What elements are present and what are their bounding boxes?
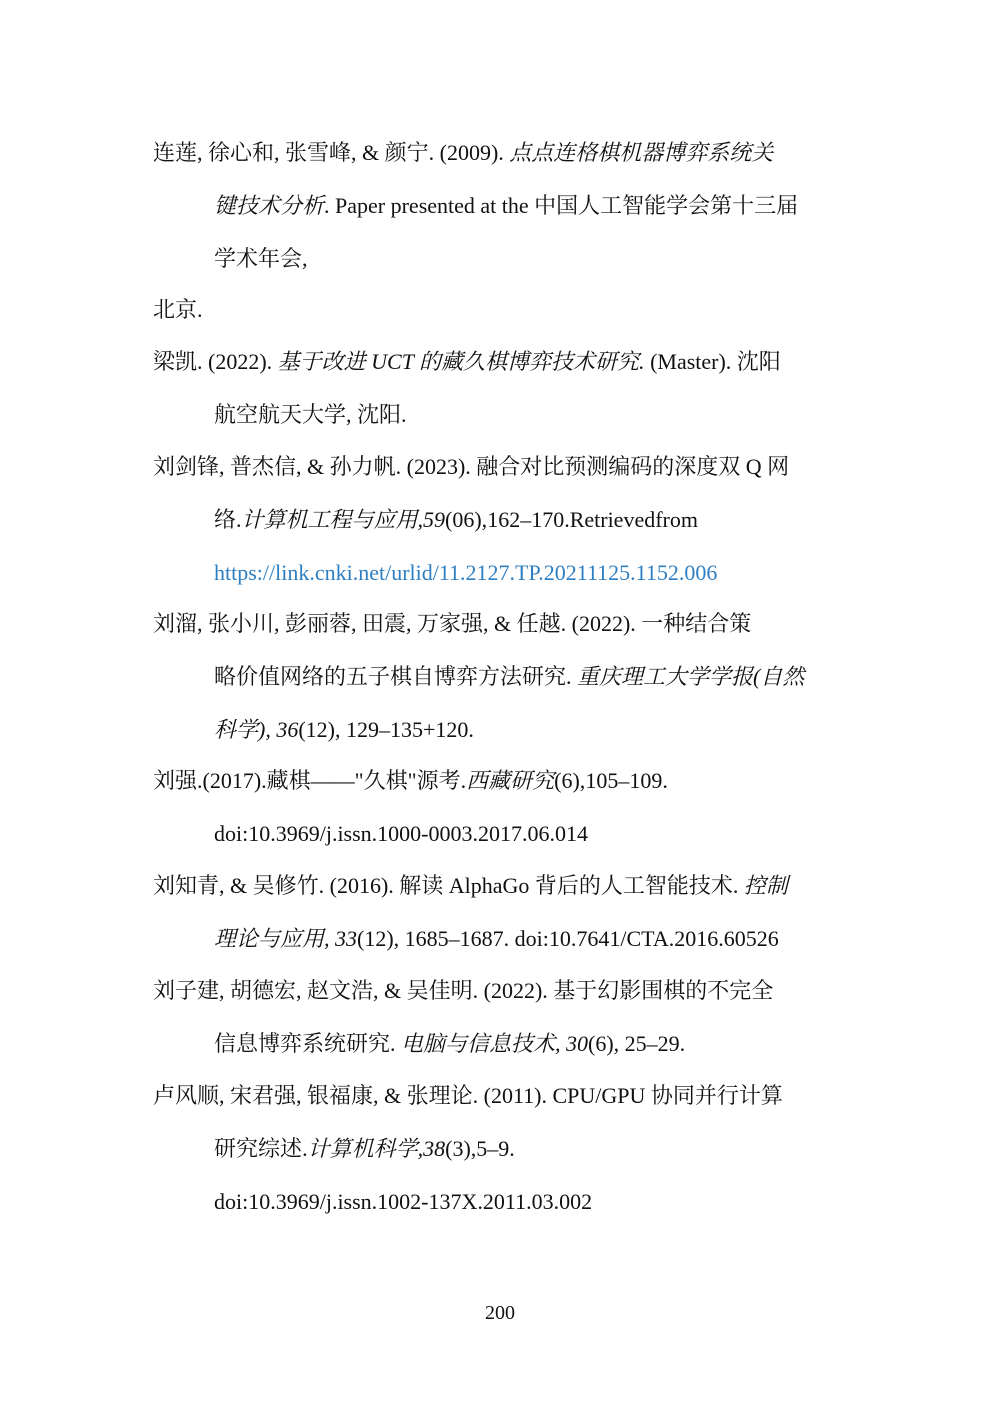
reference-text: –: [487, 1136, 499, 1161]
reference-text: 航空航天大学, 沈阳.: [214, 402, 407, 427]
reference-line: [153, 650, 850, 703]
reference-text: (06),: [445, 507, 488, 532]
reference-line: [153, 179, 850, 232]
reference-entry: [153, 597, 850, 756]
reference-line: [153, 1017, 850, 1070]
reference-text: 综: [258, 1136, 281, 1161]
reference-text: 卢风顺, 宋君强, 银福康, & 张理论. (2011). CPU/GPU 协同并行计算: [153, 1083, 783, 1108]
reference-entry: [153, 1069, 850, 1228]
reference-text: 刘剑锋, 普杰信, & 孙力帆. (2023). 融合对比预测编码的深度双 Q 网: [153, 454, 790, 479]
reference-text: doi:10.3969/j.issn.1002-137X.2011.03.002: [214, 1189, 593, 1214]
reference-text: 连莲, 徐心和, 张雪峰, & 颜宁. (2009).: [153, 140, 510, 165]
reference-entry: [153, 283, 850, 336]
reference-line: [153, 1175, 850, 1228]
reference-url-link[interactable]: https://link.cnki.net/urlid/11.2127.TP.20211125.1152.006: [214, 560, 718, 585]
reference-italic-text: 电脑与信息技术, 30: [401, 1031, 589, 1056]
reference-text: 5: [476, 1136, 488, 1161]
reference-text: 刘子建, 胡德宏, 赵文浩, & 吴佳明. (2022). 基于幻影围棋的不完全: [153, 978, 774, 1003]
reference-text: 105–109.: [585, 768, 668, 793]
reference-line: [153, 754, 850, 807]
reference-entry: [153, 754, 850, 860]
reference-italic-text: 西藏研究: [466, 768, 555, 793]
reference-text: 刘知青, & 吴修竹. (2016). 解读 AlphaGo 背后的人工智能技术.: [153, 873, 744, 898]
reference-entry: [153, 440, 850, 599]
reference-text: (12), 1685–1687. doi:10.7641/CTA.2016.60526: [357, 926, 779, 951]
reference-line: [153, 597, 850, 650]
reference-italic-text: 59: [423, 507, 446, 532]
reference-text: from: [655, 507, 698, 532]
reference-entry: [153, 964, 850, 1070]
reference-text: .: [302, 1136, 308, 1161]
reference-text: (6), 25–29.: [588, 1031, 686, 1056]
reference-text: (12), 129–135+120.: [298, 717, 474, 742]
reference-text: doi:10.3969/j.issn.1000-0003.2017.06.014: [214, 821, 589, 846]
reference-text: 刘强.: [153, 768, 203, 793]
reference-text: 刘溜, 张小川, 彭丽蓉, 田震, 万家强, & 任越. (2022). 一种结合策: [153, 611, 752, 636]
reference-italic-text: 重庆理工大学学报(自然: [577, 664, 805, 689]
reference-italic-text: 科学), 36: [214, 717, 299, 742]
reference-text: (3),: [445, 1136, 477, 1161]
reference-entry: [153, 126, 850, 285]
reference-line: [153, 232, 850, 285]
reference-italic-text: 计算机工程与应用,: [241, 507, 424, 532]
reference-italic-text: 机: [351, 1136, 374, 1161]
reference-italic-text: 基于改进 UCT 的藏久棋博弈技术研究.: [277, 349, 645, 374]
reference-entry: [153, 335, 850, 441]
reference-italic-text: 科: [373, 1136, 396, 1161]
reference-text: 9.: [498, 1136, 515, 1161]
reference-line: [153, 546, 850, 599]
reference-italic-text: 计: [307, 1136, 330, 1161]
reference-line: [153, 440, 850, 493]
reference-text: . Paper presented at the 中国人工智能学会第十三届: [324, 193, 799, 218]
reference-line: [153, 283, 850, 336]
reference-italic-text: 键技术分析: [214, 193, 325, 218]
reference-text: 络.: [214, 507, 242, 532]
reference-text: 梁凯. (2022).: [153, 349, 278, 374]
reference-text: 述: [280, 1136, 303, 1161]
reference-text: (Master). 沈阳: [644, 349, 781, 374]
reference-text: 北京.: [153, 297, 203, 322]
reference-text: 究: [236, 1136, 259, 1161]
reference-text: 学术年会,: [214, 246, 308, 271]
reference-text: 研: [214, 1136, 237, 1161]
reference-italic-text: ,: [417, 1136, 424, 1161]
reference-line: [153, 388, 850, 441]
reference-text: (2017).: [202, 768, 267, 793]
reference-line: [153, 703, 850, 756]
reference-line: [153, 335, 850, 388]
reference-line: [153, 912, 850, 965]
reference-italic-text: 点点连格棋机器博弈系统关: [509, 140, 774, 165]
reference-italic-text: 控制: [743, 873, 788, 898]
reference-text: 162–170.: [487, 507, 570, 532]
reference-text: (6),: [554, 768, 586, 793]
reference-italic-text: 理论与应用, 33: [214, 926, 358, 951]
reference-text: Retrieved: [569, 507, 656, 532]
reference-line: [153, 964, 850, 1017]
reference-line: [153, 1122, 850, 1175]
reference-line: [153, 859, 850, 912]
reference-line: [153, 126, 850, 179]
reference-italic-text: 38: [423, 1136, 446, 1161]
reference-text: 信息博弈系统研究.: [214, 1031, 402, 1056]
reference-italic-text: 算: [329, 1136, 352, 1161]
page-number: 200: [485, 1302, 515, 1324]
reference-line: [153, 493, 850, 546]
reference-italic-text: 学: [395, 1136, 418, 1161]
reference-line: [153, 807, 850, 860]
reference-line: [153, 1069, 850, 1122]
reference-text: 藏棋——"久棋"源考.: [266, 768, 467, 793]
reference-entry: [153, 859, 850, 965]
reference-text: 略价值网络的五子棋自博弈方法研究.: [214, 664, 578, 689]
